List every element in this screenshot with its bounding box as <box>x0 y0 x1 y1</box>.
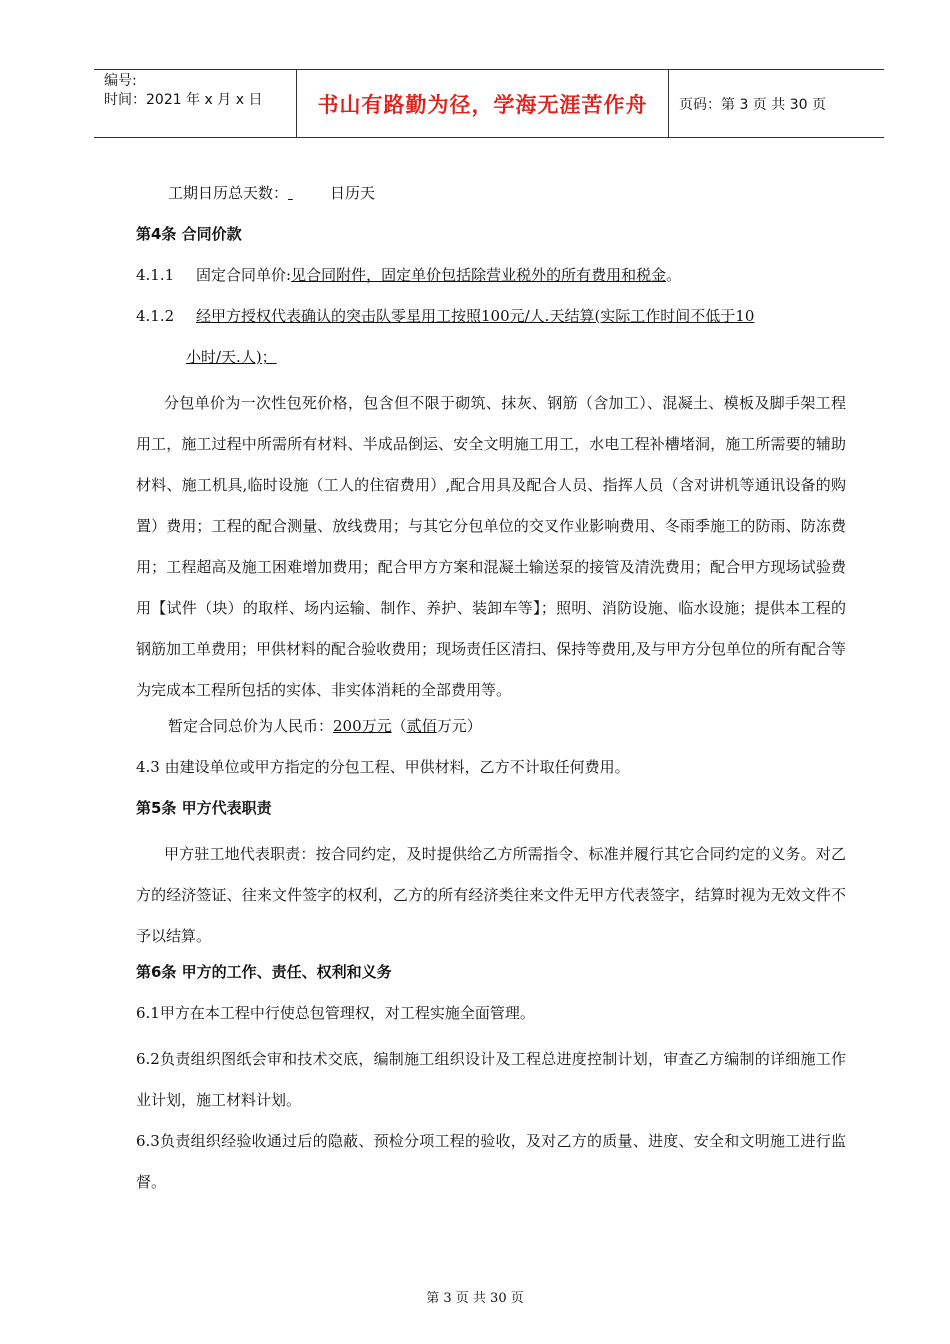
duration-unit: 日历天 <box>330 184 376 202</box>
clause-end: 。 <box>666 266 682 284</box>
clause-6-2: 6.2负责组织图纸会审和技术交底，编制施工组织设计及工程总进度控制计划，审查乙方编制的详细施工作业计划，施工材料计划。 <box>136 1050 846 1109</box>
blank-field <box>288 178 330 208</box>
header-meta <box>94 70 296 137</box>
clause-4-1-2 <box>136 301 846 342</box>
page-label: 页码：第 3 页 共 30 页 <box>679 96 826 113</box>
page-footer: 第 3 页 共 30 页 <box>426 1291 524 1306</box>
code-label: 编号: <box>104 73 137 89</box>
total-amount: 200万元 <box>333 717 392 735</box>
clause-number: 4.1.2 <box>136 307 175 325</box>
total-price-line <box>136 711 846 752</box>
clause-underlined-text: 小时/天.人)； <box>186 348 277 366</box>
price-scope-paragraph: 分包单价为一次性包死价格，包含但不限于砌筑、抹灰、钢筋（含加工）、混凝土、模板及脚手架工程用工，施工过程中所需所有材料、半成品倒运、安全文明施工用工，水电工程补槽堵洞，施工所需要的辅助材料、施工机具,临时设施（工人的住宿费用）,配合用具及配合人员、指挥人员（含对讲机等通讯设备的购置）费用；工程的配合测量、放线费用；与其它分包单位的交叉作业影响费用、冬雨季施工的防雨、防冻费用；工程超高及施工困难增加费用；配合甲方方案和混凝土输送泵的接管及清洗费用；配合甲方现场试验费用【试件（块）的取样、场内运输、制作、养护、装卸车等】；照明、消防设施、临水设施；提供本工程的钢筋加工单费用；甲供材料的配合验收费用；现场责任区清扫、保持等费用,及与甲方分包单位的所有配合等为完成本工程所包括的实体、非实体消耗的全部费用等。 <box>136 394 846 699</box>
clause-underlined-text: 经甲方授权代表确认的突击队零星用工按照100元/人.天结算(实际工作时间不低于10 <box>196 307 755 325</box>
duration-label: 工期日历总天数： <box>168 184 289 202</box>
time-label: 时间：2021 年 x 月 x 日 <box>104 92 263 108</box>
clause-6-1: 6.1甲方在本工程中行使总包管理权，对工程实施全面管理。 <box>136 1004 535 1022</box>
section-4-heading: 第4条 合同价款 <box>136 225 242 243</box>
total-unit: 万元） <box>436 717 482 735</box>
page-header <box>94 69 884 138</box>
clause-4-1-2-cont <box>136 342 846 383</box>
total-amount-cn: 贰佰 <box>406 717 437 735</box>
clause-4-3: 4.3 由建设单位或甲方指定的分包工程、甲供材料，乙方不计取任何费用。 <box>136 758 630 776</box>
clause-label: 固定合同单价: <box>196 266 292 284</box>
section-6-heading: 第6条 甲方的工作、责任、权利和义务 <box>136 963 392 981</box>
header-motto-cell <box>296 70 669 137</box>
clause-6-3: 6.3负责组织经验收通过后的隐蔽、预检分项工程的验收，及对乙方的质量、进度、安全和文明施工进行监督。 <box>136 1132 846 1191</box>
document-body <box>136 178 846 1203</box>
clause-underlined-text: 见合同附件，固定单价包括除营业税外的所有费用和税金 <box>291 266 667 284</box>
total-label: 暂定合同总价为人民币： <box>168 717 334 735</box>
representative-duty-paragraph: 甲方驻工地代表职责：按合同约定，及时提供给乙方所需指令、标准并履行其它合同约定的义务。对乙方的经济签证、往来文件签字的权利，乙方的所有经济类往来文件无甲方代表签字，结算时视为无效文件不予以结算。 <box>136 845 846 945</box>
clause-number: 4.1.1 <box>136 266 175 284</box>
duration-line <box>136 178 846 219</box>
motto-text: 书山有路勤为径，学海无涯苦作舟 <box>317 92 648 117</box>
paren-open: （ <box>391 717 407 735</box>
section-5-heading: 第5条 甲方代表职责 <box>136 799 272 817</box>
header-page-cell <box>669 70 884 137</box>
clause-4-1-1 <box>136 260 846 301</box>
